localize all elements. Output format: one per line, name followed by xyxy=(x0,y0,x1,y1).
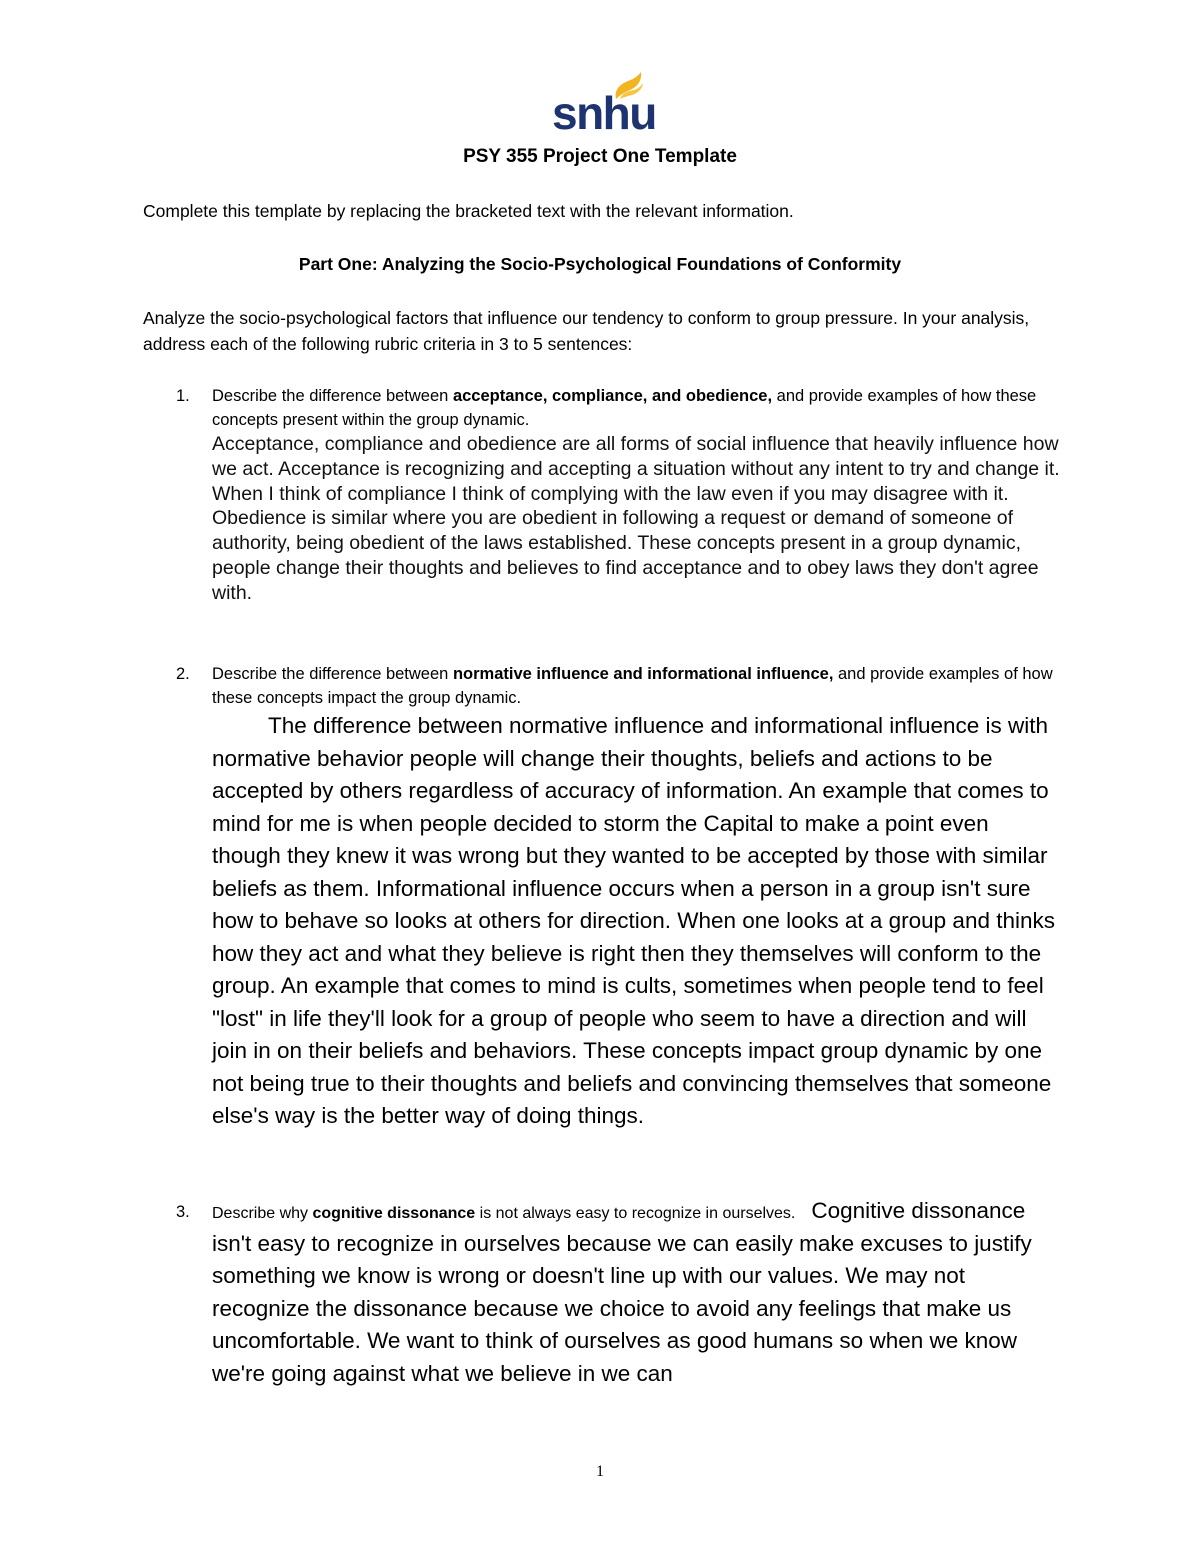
document-title: PSY 355 Project One Template xyxy=(463,146,737,167)
question-1 xyxy=(212,384,1072,606)
question-3-prompt: Describe why cognitive dissonance is not always easy to recognize in ourselves. xyxy=(212,1205,796,1222)
snhu-logo xyxy=(552,72,656,139)
logo-wordmark: snhu xyxy=(552,87,656,139)
question-3-paragraph xyxy=(212,1195,1062,1390)
question-1-number: 1. xyxy=(176,387,190,405)
question-2-answer: The difference between normative influence and informational influence is with normative behavior people will change their thoughts, beliefs and actions to be accepted by others regardless of accuracy of information. An example that comes to mind for me is when people decided to storm the Capital to make a point even though they knew it was wrong but they wanted to be accepted by those with similar beliefs as them. Informational influence occurs when a person in a group isn't sure how to behave so looks at others for direction. When one looks at a group and thinks how they act and what they believe is right then they themselves will conform to the group. An example that comes to mind is cults, sometimes when people tend to feel "lost" in life they'll look for a group of people who seem to have a direction and will join in on their beliefs and behaviors. These concepts impact group dynamic by one not being true to their thoughts and beliefs and convincing themselves that someone else's way is the better way of doing things. xyxy=(212,713,1056,1128)
part-one-heading: Part One: Analyzing the Socio-Psychological Foundations of Conformity xyxy=(298,254,902,274)
question-2-prompt: Describe the difference between normative influence and informational influence, and provide examples of how these concepts impact the group dynamic. xyxy=(212,665,1053,707)
question-1-answer: Acceptance, compliance and obedience are all forms of social influence that heavily influence how we act. Acceptance is recognizing and accepting a situation without any intent to try and change it. When I think of compliance I think of complying with the law even if you may disagree with it. Obedience is similar where you are obedient in following a request or demand of someone of authority, being obedient of the laws established. These concepts present in a group dynamic, people change their thoughts and believes to find acceptance and to obey laws they don't agree with. xyxy=(212,433,1060,604)
question-2 xyxy=(212,662,1072,1133)
question-2-number: 2. xyxy=(176,665,190,683)
question-3 xyxy=(212,1195,1062,1390)
question-1-key-terms: acceptance, compliance, and obedience, xyxy=(452,387,773,405)
question-3-key-terms: cognitive dissonance xyxy=(312,1205,476,1222)
template-instructions: Complete this template by replacing the bracketed text with the relevant information. xyxy=(143,201,794,221)
page-number: 1 xyxy=(596,1463,604,1480)
question-1-prompt: Describe the difference between acceptance, compliance, and obedience, and provide examples of how these concepts present within the group dynamic. xyxy=(212,387,1037,429)
question-3-number: 3. xyxy=(176,1203,190,1221)
question-2-answer-paragraph xyxy=(212,710,1062,1133)
analysis-intro: Analyze the socio-psychological factors that influence our tendency to conform to group pressure. In your analysis, address each of the following rubric criteria in 3 to 5 sentences: xyxy=(143,308,1030,354)
question-3-answer: Cognitive dissonance isn't easy to recognize in ourselves because we can easily make excuses to justify something we know is wrong or doesn't line up with our values. We may not recognize the dissonance because we choice to avoid any feelings that make us uncomfortable. We want to think of ourselves as good humans so when we know we're going against what we believe in we can xyxy=(212,1198,1032,1386)
question-2-key-terms: normative influence and informational influence, xyxy=(452,665,834,683)
